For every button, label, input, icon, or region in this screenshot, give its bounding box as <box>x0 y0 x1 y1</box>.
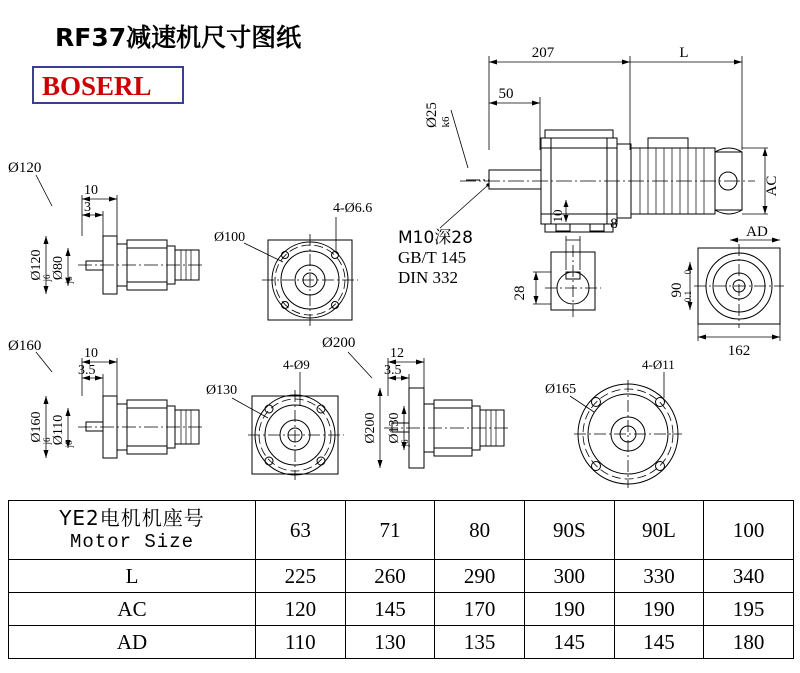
dim-90-label: 90 <box>669 282 685 298</box>
table-cell-l-80: 290 <box>435 560 525 593</box>
flange120-bolt-note: 4-Ø6.6 <box>333 201 373 216</box>
table-row <box>9 560 794 593</box>
dim-90-tolerance-upper: 0 <box>683 269 693 275</box>
table-cell-l-90s: 300 <box>524 560 614 593</box>
flange160-bore-160-tol: j6 <box>42 437 52 445</box>
table-row-label-ad: AD <box>9 626 256 659</box>
flange120-outer-label: Ø120 <box>8 160 42 176</box>
table-cell-ad-80: 135 <box>435 626 525 659</box>
flange120-bore-120-tol: j6 <box>42 274 52 282</box>
table-cell-ac-90s: 190 <box>524 593 614 626</box>
table-cell-ac-63: 120 <box>256 593 346 626</box>
flange160-bore-160: Ø160 <box>29 411 44 443</box>
table-cell-ac-71: 145 <box>345 593 435 626</box>
flange200-bolt-circle: Ø165 <box>545 382 577 397</box>
key-dim-8-label: 8 <box>610 216 618 232</box>
flange160-bolt-note: 4-Ø9 <box>283 357 310 372</box>
flange160-spigot-110-tol: j6 <box>64 440 74 448</box>
dim-10-top-label: 10 <box>550 209 565 223</box>
table-cell-ad-63: 110 <box>256 626 346 659</box>
table-cell-ad-90l: 145 <box>614 626 704 659</box>
table-cell-l-63: 225 <box>256 560 346 593</box>
flange120-dim-3: 3 <box>84 200 91 215</box>
table-header-en: Motor Size <box>69 530 195 553</box>
table-row-label-ac: AC <box>9 593 256 626</box>
flange200-dim-12: 12 <box>390 346 404 361</box>
flange200-bore-200: Ø200 <box>363 412 378 444</box>
table-cell-ad-90s: 145 <box>524 626 614 659</box>
table-cell-ac-80: 170 <box>435 593 525 626</box>
table-row <box>9 501 794 560</box>
thread-note-line1: M10深28 <box>398 228 473 248</box>
flange120-bolt-circle: Ø100 <box>214 230 246 245</box>
dim-90-tolerance-lower: -0.1 <box>683 290 693 306</box>
dimension-table <box>8 500 794 659</box>
thread-note-line2: GB/T 145 <box>398 248 467 267</box>
table-cell-l-90l: 330 <box>614 560 704 593</box>
dim-AC-label: AC <box>764 175 780 197</box>
brand-logo-text: BOSERL <box>42 71 152 101</box>
table-row <box>9 593 794 626</box>
table-col-71: 71 <box>345 501 435 560</box>
table-col-90s: 90S <box>524 501 614 560</box>
flange160-bolt-circle: Ø130 <box>206 383 238 398</box>
flange160-outer-label: Ø160 <box>8 338 42 354</box>
flange160-dim-3-5: 3.5 <box>78 363 96 378</box>
dim-207-label: 207 <box>531 45 555 61</box>
flange120-spigot-80: Ø80 <box>51 255 66 281</box>
dim-162-label: 162 <box>727 343 751 359</box>
flange200-spigot-130: Ø130 <box>387 412 402 444</box>
table-col-80: 80 <box>435 501 525 560</box>
thread-note-line3: DIN 332 <box>398 268 458 287</box>
table-cell-ad-100: 180 <box>704 626 794 659</box>
flange120-spigot-80-tol: j6 <box>64 276 74 284</box>
flange200-spigot-130-tol: j6 <box>400 439 410 447</box>
shaft-diameter-label: Ø25 <box>424 102 440 128</box>
table-row <box>9 626 794 659</box>
table-cell-ac-90l: 190 <box>614 593 704 626</box>
flange200-bolt-note: 4-Ø11 <box>642 357 675 372</box>
table-cell-l-100: 340 <box>704 560 794 593</box>
table-col-63: 63 <box>256 501 346 560</box>
dim-L-label: L <box>679 45 689 61</box>
table-header-cn: YE2电机机座号 <box>59 505 205 530</box>
flange200-dim-3-5: 3.5 <box>384 363 402 378</box>
key-dim-28-label: 28 <box>512 285 528 301</box>
table-cell-ad-71: 130 <box>345 626 435 659</box>
flange160-dim-10: 10 <box>84 346 98 361</box>
table-col-100: 100 <box>704 501 794 560</box>
table-col-90l: 90L <box>614 501 704 560</box>
flange200-outer-label: Ø200 <box>322 335 356 351</box>
flange120-dim-10: 10 <box>84 183 98 198</box>
flange120-bore-120: Ø120 <box>29 249 44 281</box>
page-title: RF37减速机尺寸图纸 <box>55 23 302 52</box>
dim-AD-label: AD <box>746 224 768 240</box>
table-row-label-l: L <box>9 560 256 593</box>
shaft-diameter-tolerance: k6 <box>440 116 452 128</box>
table-header-motor-size <box>9 501 256 560</box>
flange160-spigot-110: Ø110 <box>51 414 66 446</box>
table-cell-ac-100: 195 <box>704 593 794 626</box>
dim-50-label: 50 <box>498 86 514 102</box>
table-cell-l-71: 260 <box>345 560 435 593</box>
